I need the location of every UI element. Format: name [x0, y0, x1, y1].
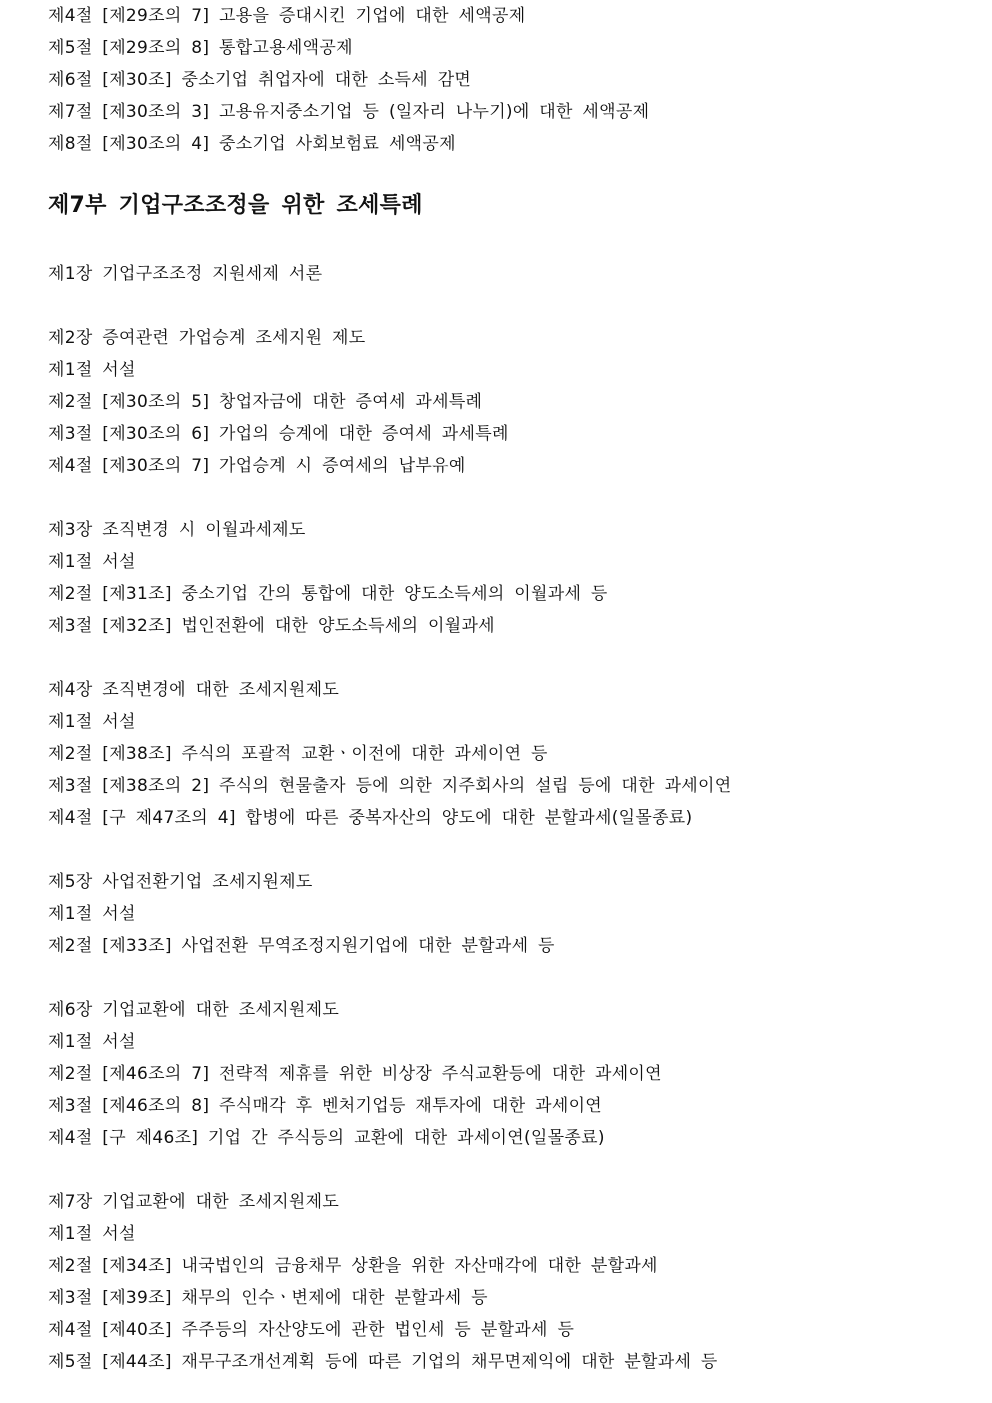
toc-section-line: 제3절 [제38조의 2] 주식의 현물출자 등에 의한 지주회사의 설립 등에 대한 과세이연 [48, 776, 732, 796]
table-of-contents [48, 0, 972, 1378]
toc-section-line: 제1절 서설 [48, 904, 136, 924]
spacer [48, 834, 972, 866]
toc-section-line: 제5절 [제44조] 재무구조개선계획 등에 따른 기업의 채무면제익에 대한 분할과세 등 [48, 1352, 718, 1372]
toc-section-line: 제1절 서설 [48, 1224, 136, 1244]
toc-section-line: 제4절 [구 제46조] 기업 간 주식등의 교환에 대한 과세이연(일몰종료) [48, 1128, 605, 1148]
toc-section-line: 제2절 [제30조의 5] 창업자금에 대한 증여세 과세특례 [48, 392, 483, 412]
chapter-title: 제4장 조직변경에 대한 조세지원제도 [48, 680, 340, 700]
spacer [48, 290, 972, 322]
toc-section-line: 제2절 [제33조] 사업전환 무역조정지원기업에 대한 분할과세 등 [48, 936, 555, 956]
toc-section-line: 제3절 [제30조의 6] 가업의 승계에 대한 증여세 과세특례 [48, 424, 509, 444]
part-title: 제7부 기업구조조정을 위한 조세특례 [48, 193, 423, 218]
toc-section-line: 제3절 [제39조] 채무의 인수ㆍ변제에 대한 분할과세 등 [48, 1288, 488, 1308]
toc-section-line: 제8절 [제30조의 4] 중소기업 사회보험료 세액공제 [48, 134, 456, 154]
spacer [48, 962, 972, 994]
toc-section-line: 제4절 [제29조의 7] 고용을 증대시킨 기업에 대한 세액공제 [48, 6, 526, 26]
spacer [48, 482, 972, 514]
toc-section-line: 제7절 [제30조의 3] 고용유지중소기업 등 (일자리 나누기)에 대한 세액공제 [48, 102, 650, 122]
toc-section-line: 제3절 [제32조] 법인전환에 대한 양도소득세의 이월과세 [48, 616, 495, 636]
toc-section-line: 제1절 서설 [48, 1032, 136, 1052]
toc-section-line: 제4절 [제30조의 7] 가업승계 시 증여세의 납부유예 [48, 456, 466, 476]
toc-section-line: 제5절 [제29조의 8] 통합고용세액공제 [48, 38, 353, 58]
toc-section-line: 제6절 [제30조] 중소기업 취업자에 대한 소득세 감면 [48, 70, 472, 90]
toc-section-line: 제2절 [제31조] 중소기업 간의 통합에 대한 양도소득세의 이월과세 등 [48, 584, 608, 604]
toc-section-line: 제4절 [제40조] 주주등의 자산양도에 관한 법인세 등 분할과세 등 [48, 1320, 575, 1340]
toc-section-line: 제1절 서설 [48, 712, 136, 732]
chapter-title: 제6장 기업교환에 대한 조세지원제도 [48, 1000, 340, 1020]
toc-section-line: 제2절 [제46조의 7] 전략적 제휴를 위한 비상장 주식교환등에 대한 과세이연 [48, 1064, 662, 1084]
chapter-title: 제2장 증여관련 가업승계 조세지원 제도 [48, 328, 366, 348]
toc-section-line: 제1절 서설 [48, 552, 136, 572]
chapter-title: 제3장 조직변경 시 이월과세제도 [48, 520, 306, 540]
toc-section-line: 제3절 [제46조의 8] 주식매각 후 벤처기업등 재투자에 대한 과세이연 [48, 1096, 603, 1116]
toc-section-line: 제2절 [제38조] 주식의 포괄적 교환ㆍ이전에 대한 과세이연 등 [48, 744, 548, 764]
chapter-title: 제7장 기업교환에 대한 조세지원제도 [48, 1192, 340, 1212]
chapter-title: 제1장 기업구조조정 지원세제 서론 [48, 264, 323, 284]
spacer [48, 1154, 972, 1186]
chapter-title: 제5장 사업전환기업 조세지원제도 [48, 872, 313, 892]
toc-section-line: 제2절 [제34조] 내국법인의 금융채무 상환을 위한 자산매각에 대한 분할과세 [48, 1256, 658, 1276]
toc-section-line: 제4절 [구 제47조의 4] 합병에 따른 중복자산의 양도에 대한 분할과세(일몰종료) [48, 808, 693, 828]
toc-section-line: 제1절 서설 [48, 360, 136, 380]
spacer [48, 642, 972, 674]
